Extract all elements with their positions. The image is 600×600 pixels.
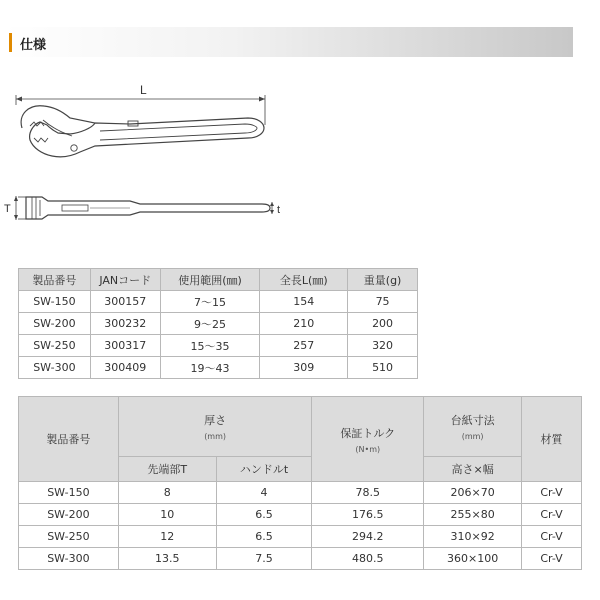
- cell-weight: 320: [348, 335, 418, 357]
- header-board-unit: (mm): [461, 431, 484, 441]
- table-row: [19, 313, 418, 335]
- cell-material: Cr-V: [522, 504, 582, 526]
- cell-handle-thickness: 4: [216, 482, 312, 504]
- cell-tip-thickness: 8: [118, 482, 216, 504]
- cell-handle-thickness: 7.5: [216, 548, 312, 570]
- table-row: [19, 504, 582, 526]
- table-row: [19, 482, 582, 504]
- cell-board-size: 310×92: [424, 526, 522, 548]
- wrench-drawing: [0, 0, 600, 250]
- cell-weight: 75: [348, 291, 418, 313]
- header-product-number-label: 製品番号: [46, 433, 91, 446]
- cell-product-number: SW-150: [19, 482, 119, 504]
- table-row: [19, 548, 582, 570]
- header-thickness-unit: (mm): [204, 431, 227, 441]
- spec-table-detail: [18, 396, 582, 570]
- header-board-size: [424, 397, 522, 457]
- header-thickness: [118, 397, 312, 457]
- cell-product-number: SW-300: [19, 357, 91, 379]
- header-weight: 重量(g): [348, 269, 418, 291]
- cell-weight: 200: [348, 313, 418, 335]
- header-board-height-width: 高さ×幅: [424, 456, 522, 481]
- tip-thickness-label: T: [4, 203, 11, 215]
- table-header-row: [19, 269, 418, 291]
- header-usage-range: 使用範囲(㎜): [160, 269, 260, 291]
- cell-weight: 510: [348, 357, 418, 379]
- cell-product-number: SW-250: [19, 335, 91, 357]
- cell-torque: 176.5: [312, 504, 424, 526]
- cell-overall-length: 210: [260, 313, 348, 335]
- header-material-label: 材質: [540, 433, 563, 446]
- cell-product-number: SW-250: [19, 526, 119, 548]
- header-board-label: 台紙寸法: [450, 413, 495, 427]
- header-product-number: [19, 397, 119, 482]
- header-tip-thickness: 先端部T: [118, 456, 216, 481]
- header-material: [522, 397, 582, 482]
- cell-overall-length: 257: [260, 335, 348, 357]
- cell-tip-thickness: 13.5: [118, 548, 216, 570]
- cell-torque: 78.5: [312, 482, 424, 504]
- table-row: [19, 526, 582, 548]
- cell-torque: 294.2: [312, 526, 424, 548]
- cell-material: Cr-V: [522, 526, 582, 548]
- table-row: [19, 335, 418, 357]
- cell-overall-length: 309: [260, 357, 348, 379]
- cell-board-size: 360×100: [424, 548, 522, 570]
- cell-board-size: 255×80: [424, 504, 522, 526]
- cell-product-number: SW-200: [19, 313, 91, 335]
- cell-jan-code: 300232: [90, 313, 160, 335]
- table-row: [19, 291, 418, 313]
- header-handle-thickness: ハンドルt: [216, 456, 312, 481]
- header-product-number: 製品番号: [19, 269, 91, 291]
- cell-board-size: 206×70: [424, 482, 522, 504]
- cell-product-number: SW-300: [19, 548, 119, 570]
- header-torque-unit: (N•m): [355, 444, 381, 454]
- cell-usage-range: 9〜25: [160, 313, 260, 335]
- cell-product-number: SW-150: [19, 291, 91, 313]
- cell-jan-code: 300157: [90, 291, 160, 313]
- cell-product-number: SW-200: [19, 504, 119, 526]
- cell-overall-length: 154: [260, 291, 348, 313]
- header-overall-length: 全長L(㎜): [260, 269, 348, 291]
- cell-material: Cr-V: [522, 548, 582, 570]
- length-label: L: [140, 83, 147, 97]
- table-header-row: [19, 397, 582, 457]
- spec-table-basic: [18, 268, 418, 379]
- header-thickness-label: 厚さ: [204, 413, 227, 427]
- section-title: 仕様: [20, 38, 47, 53]
- cell-handle-thickness: 6.5: [216, 504, 312, 526]
- handle-thickness-label: t: [277, 204, 281, 216]
- cell-torque: 480.5: [312, 548, 424, 570]
- cell-handle-thickness: 6.5: [216, 526, 312, 548]
- table-row: [19, 357, 418, 379]
- cell-tip-thickness: 12: [118, 526, 216, 548]
- cell-jan-code: 300317: [90, 335, 160, 357]
- cell-tip-thickness: 10: [118, 504, 216, 526]
- header-torque-label: 保証トルク: [340, 426, 396, 440]
- cell-material: Cr-V: [522, 482, 582, 504]
- cell-jan-code: 300409: [90, 357, 160, 379]
- header-guaranteed-torque: [312, 397, 424, 482]
- cell-usage-range: 19〜43: [160, 357, 260, 379]
- cell-usage-range: 15〜35: [160, 335, 260, 357]
- header-jan-code: JANコード: [90, 269, 160, 291]
- cell-usage-range: 7〜15: [160, 291, 260, 313]
